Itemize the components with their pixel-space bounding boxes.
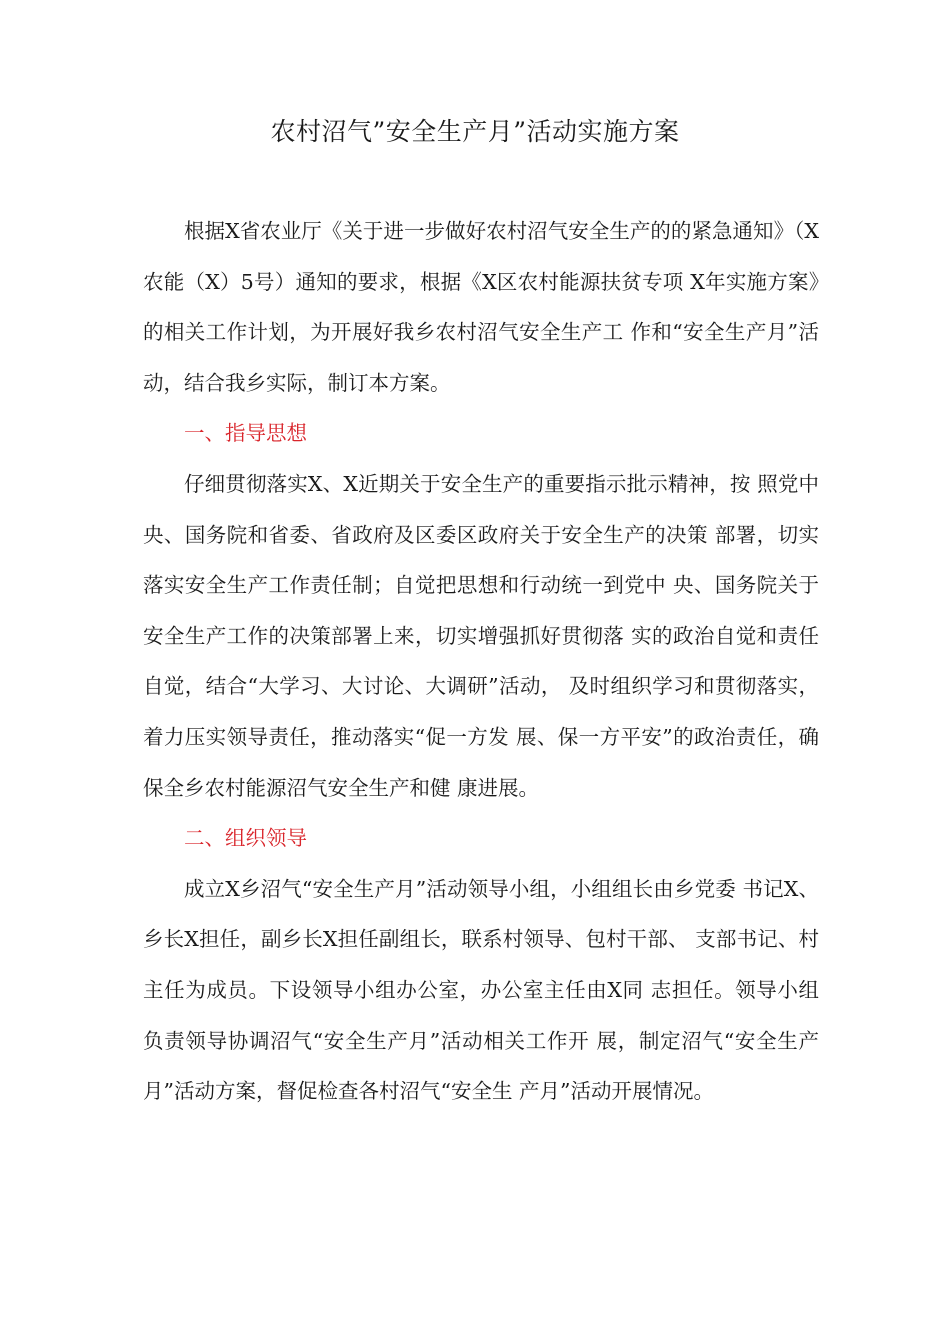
document-title: 农村沼气”安全生产月”活动实施方案	[270, 117, 680, 146]
document-body	[143, 206, 819, 1117]
intro-paragraph: 根据X省农业厅《关于进一步做好农村沼气安全生产的的紧急通知》（X农能（X）5号）通知的要求，根据《X区农村能源扶贫专项 X年实施方案》的相关工作计划，为开展好我乡农村沼气安全生产工 作和“安全生产月”活动，结合我乡实际，制订本方案。	[143, 219, 819, 395]
guiding-ideology-paragraph: 仔细贯彻落实X、X近期关于安全生产的重要指示批示精神，按 照党中央、国务院和省委、省政府及区委区政府关于安全生产的决策 部署，切实落实安全生产工作责任制；自觉把思想和行动统一到党中 央、国务院关于安全生产工作的决策部署上来，切实增强抓好贯彻落 实的政治自觉和责任自觉，结合“大学习、大讨论、大调研”活动， 及时组织学习和贯彻落实，着力压实领导责任，推动落实“促一方发 展、保一方平安”的政治责任，确保全乡农村能源沼气安全生产和健 康进展。	[143, 471, 819, 800]
section-heading-guiding-ideology: 一、指导思想	[184, 421, 307, 446]
organization-leadership-paragraph: 成立X乡沼气“安全生产月”活动领导小组，小组组长由乡党委 书记X、乡长X担任，副乡长X担任副组长，联系村领导、包村干部、 支部书记、村主任为成员。下设领导小组办公室，办公室主任由X同 志担任。领导小组负责领导协调沼气“安全生产月”活动相关工作开 展，制定沼气“安全生产月”活动方案，督促检查各村沼气“安全生 产月”活动开展情况。	[143, 876, 819, 1104]
section-heading-organization-leadership: 二、组织领导	[184, 826, 307, 851]
